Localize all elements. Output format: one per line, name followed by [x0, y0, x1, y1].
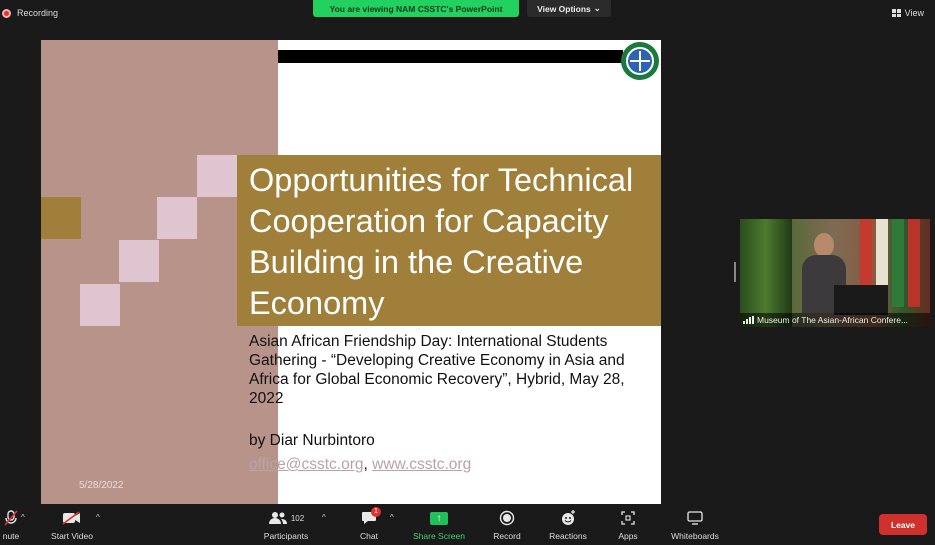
view-options-button[interactable]: [527, 0, 611, 17]
record-icon: [499, 509, 515, 527]
decor-square: [80, 284, 120, 326]
screen-share-banner: You are viewing NAM CSSTC's PowerPoint: [313, 0, 519, 17]
whiteboard-icon: [687, 509, 703, 527]
participant-name-label: [740, 313, 930, 327]
share-screen-button[interactable]: [410, 509, 468, 541]
chevron-up-icon[interactable]: ^: [21, 513, 25, 522]
shared-slide: [41, 40, 661, 504]
apps-icon: [621, 509, 635, 527]
chat-icon: [361, 509, 377, 527]
view-options-label: View Options: [537, 3, 591, 14]
record-button[interactable]: [489, 509, 525, 541]
share-screen-label: Share Screen: [413, 531, 465, 541]
participants-count: 102: [290, 513, 305, 523]
signal-strength-icon: [743, 316, 754, 324]
chevron-down-icon: ⌄: [593, 3, 601, 13]
decor-square: [119, 240, 159, 282]
leave-button[interactable]: Leave: [879, 514, 927, 535]
contact-separator: ,: [363, 456, 373, 473]
slide-date: 5/28/2022: [79, 480, 124, 491]
decor-square: [197, 155, 237, 197]
participant-video[interactable]: [740, 219, 930, 327]
participants-button[interactable]: [258, 509, 314, 541]
panel-resize-handle[interactable]: [734, 262, 736, 282]
website-link[interactable]: www.csstc.org: [372, 456, 472, 473]
podium: [834, 285, 888, 315]
whiteboards-button[interactable]: [666, 509, 724, 541]
reactions-button[interactable]: [544, 509, 592, 541]
slide-author: by Diar Nurbintoro: [249, 432, 375, 449]
view-button[interactable]: [892, 8, 924, 18]
slide-top-bar: [278, 50, 623, 63]
microphone-muted-icon: [4, 509, 18, 527]
chevron-up-icon[interactable]: ^: [390, 513, 394, 522]
record-label: Record: [493, 531, 521, 541]
chat-unread-badge: 1: [371, 507, 381, 517]
flag: [908, 219, 920, 307]
share-screen-icon: ↑: [430, 509, 448, 527]
recording-label: Recording: [17, 8, 59, 18]
video-plants: [740, 219, 792, 327]
smiley-icon: [560, 509, 576, 527]
reactions-label: Reactions: [549, 531, 587, 541]
chevron-up-icon[interactable]: ^: [96, 513, 100, 522]
decor-square: [41, 197, 81, 239]
slide-contacts: [249, 456, 471, 474]
slide-subtitle: Asian African Friendship Day: International Students Gathering - “Developing Creative Economy in Asia and Africa for Global Economic Recovery”, Hybrid, May 28, 2022: [249, 333, 625, 407]
apps-button[interactable]: [614, 509, 642, 541]
decor-square: [157, 197, 197, 239]
record-dot-icon: [2, 9, 11, 18]
participants-label: Participants: [263, 531, 309, 541]
chat-button[interactable]: [354, 509, 384, 541]
email-link[interactable]: office@csstc.org: [249, 456, 364, 473]
chevron-up-icon[interactable]: ^: [322, 513, 326, 522]
start-video-label: Start Video: [51, 531, 93, 541]
mute-label: nute: [2, 531, 20, 541]
mute-button[interactable]: [0, 509, 22, 541]
participant-name: Museum of The Asian-African Confere...: [757, 315, 909, 325]
grid-icon: [892, 9, 901, 17]
chat-label: Chat: [360, 531, 378, 541]
apps-label: Apps: [618, 531, 638, 541]
meeting-toolbar: [0, 505, 935, 545]
video-off-icon: [62, 509, 82, 527]
start-video-button[interactable]: [46, 509, 98, 541]
participants-icon: [268, 509, 304, 527]
flag: [892, 219, 904, 307]
csstc-logo: [621, 42, 659, 80]
slide-title: Opportunities for Technical Cooperation for Capacity Building in the Creative Economy: [249, 162, 634, 321]
recording-indicator[interactable]: [2, 8, 58, 18]
view-label: View: [904, 8, 924, 18]
whiteboards-label: Whiteboards: [671, 531, 719, 541]
